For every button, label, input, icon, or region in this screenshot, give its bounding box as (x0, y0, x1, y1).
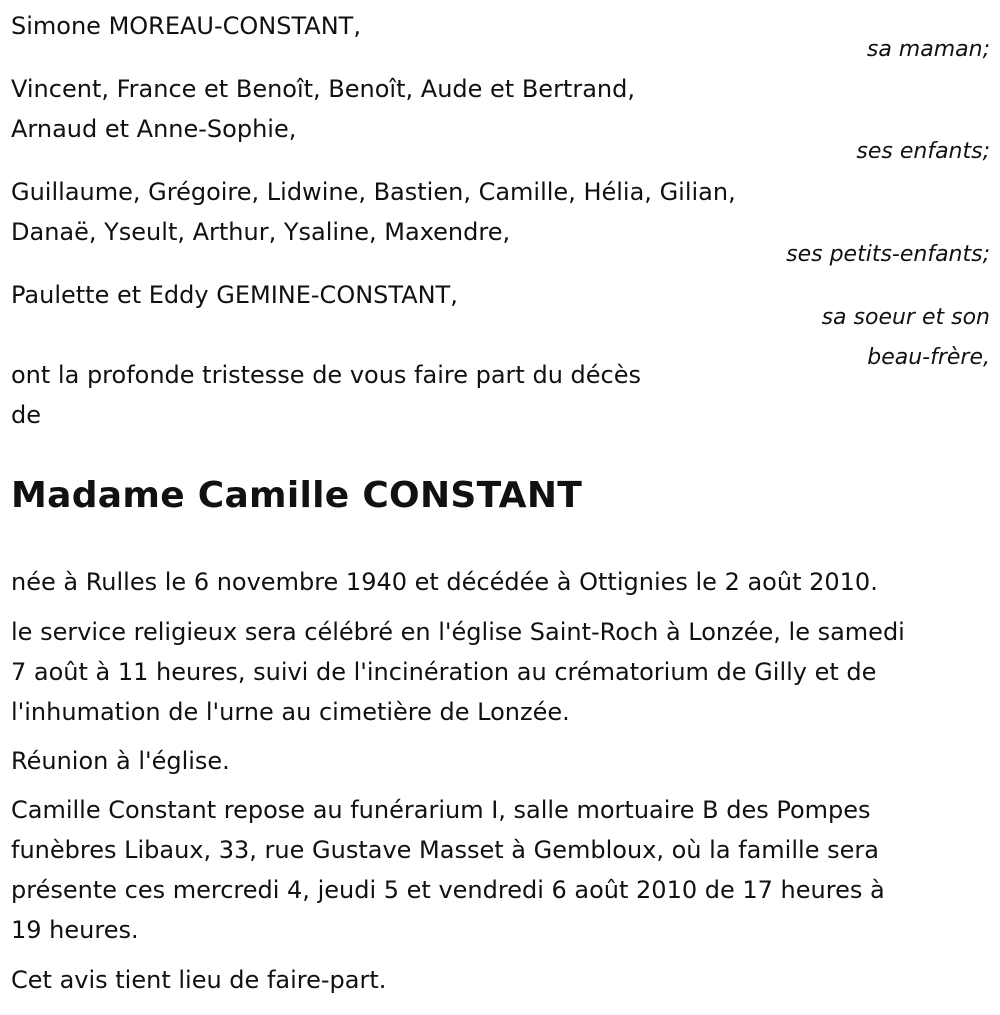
mother-role: sa maman; (866, 37, 990, 62)
sister-role-line-1: sa soeur et son (821, 305, 990, 330)
children-names-line-1: Vincent, France et Benoît, Benoît, Aude et Bertrand, (11, 75, 635, 103)
meeting-text: Réunion à l'église. (11, 747, 230, 775)
children-names-line-2: Arnaud et Anne-Sophie, (11, 115, 297, 143)
announcement-line-2: de (11, 401, 41, 429)
children-role: ses enfants; (856, 139, 990, 164)
rest-text-line-3: présente ces mercredi 4, jeudi 5 et vendredi 6 août 2010 de 17 heures à (11, 876, 885, 904)
announcement-line-1: ont la profonde tristesse de vous faire part du décès (11, 361, 641, 389)
rest-text-line-2: funèbres Libaux, 33, rue Gustave Masset à Gembloux, où la famille sera (11, 836, 879, 864)
grandchildren-names-line-1: Guillaume, Grégoire, Lidwine, Bastien, Camille, Hélia, Gilian, (11, 178, 736, 206)
grandchildren-role: ses petits-enfants; (786, 242, 990, 267)
service-text-line-1: le service religieux sera célébré en l'église Saint-Roch à Lonzée, le samedi (11, 618, 905, 646)
deceased-name: Madame Camille CONSTANT (11, 475, 583, 516)
service-text-line-2: 7 août à 11 heures, suivi de l'incinération au crématorium de Gilly et de (11, 658, 877, 686)
service-text-line-3: l'inhumation de l'urne au cimetière de Lonzée. (11, 698, 570, 726)
grandchildren-names-line-2: Danaë, Yseult, Arthur, Ysaline, Maxendre, (11, 218, 511, 246)
sister-names: Paulette et Eddy GEMINE-CONSTANT, (11, 281, 458, 309)
closing-text: Cet avis tient lieu de faire-part. (11, 966, 387, 994)
birth-death-text: née à Rulles le 6 novembre 1940 et décédée à Ottignies le 2 août 2010. (11, 568, 878, 596)
sister-role-line-2: beau-frère, (867, 345, 990, 370)
rest-text-line-4: 19 heures. (11, 916, 139, 944)
rest-text-line-1: Camille Constant repose au funérarium I, salle mortuaire B des Pompes (11, 796, 871, 824)
mother-name: Simone MOREAU-CONSTANT, (11, 12, 361, 40)
